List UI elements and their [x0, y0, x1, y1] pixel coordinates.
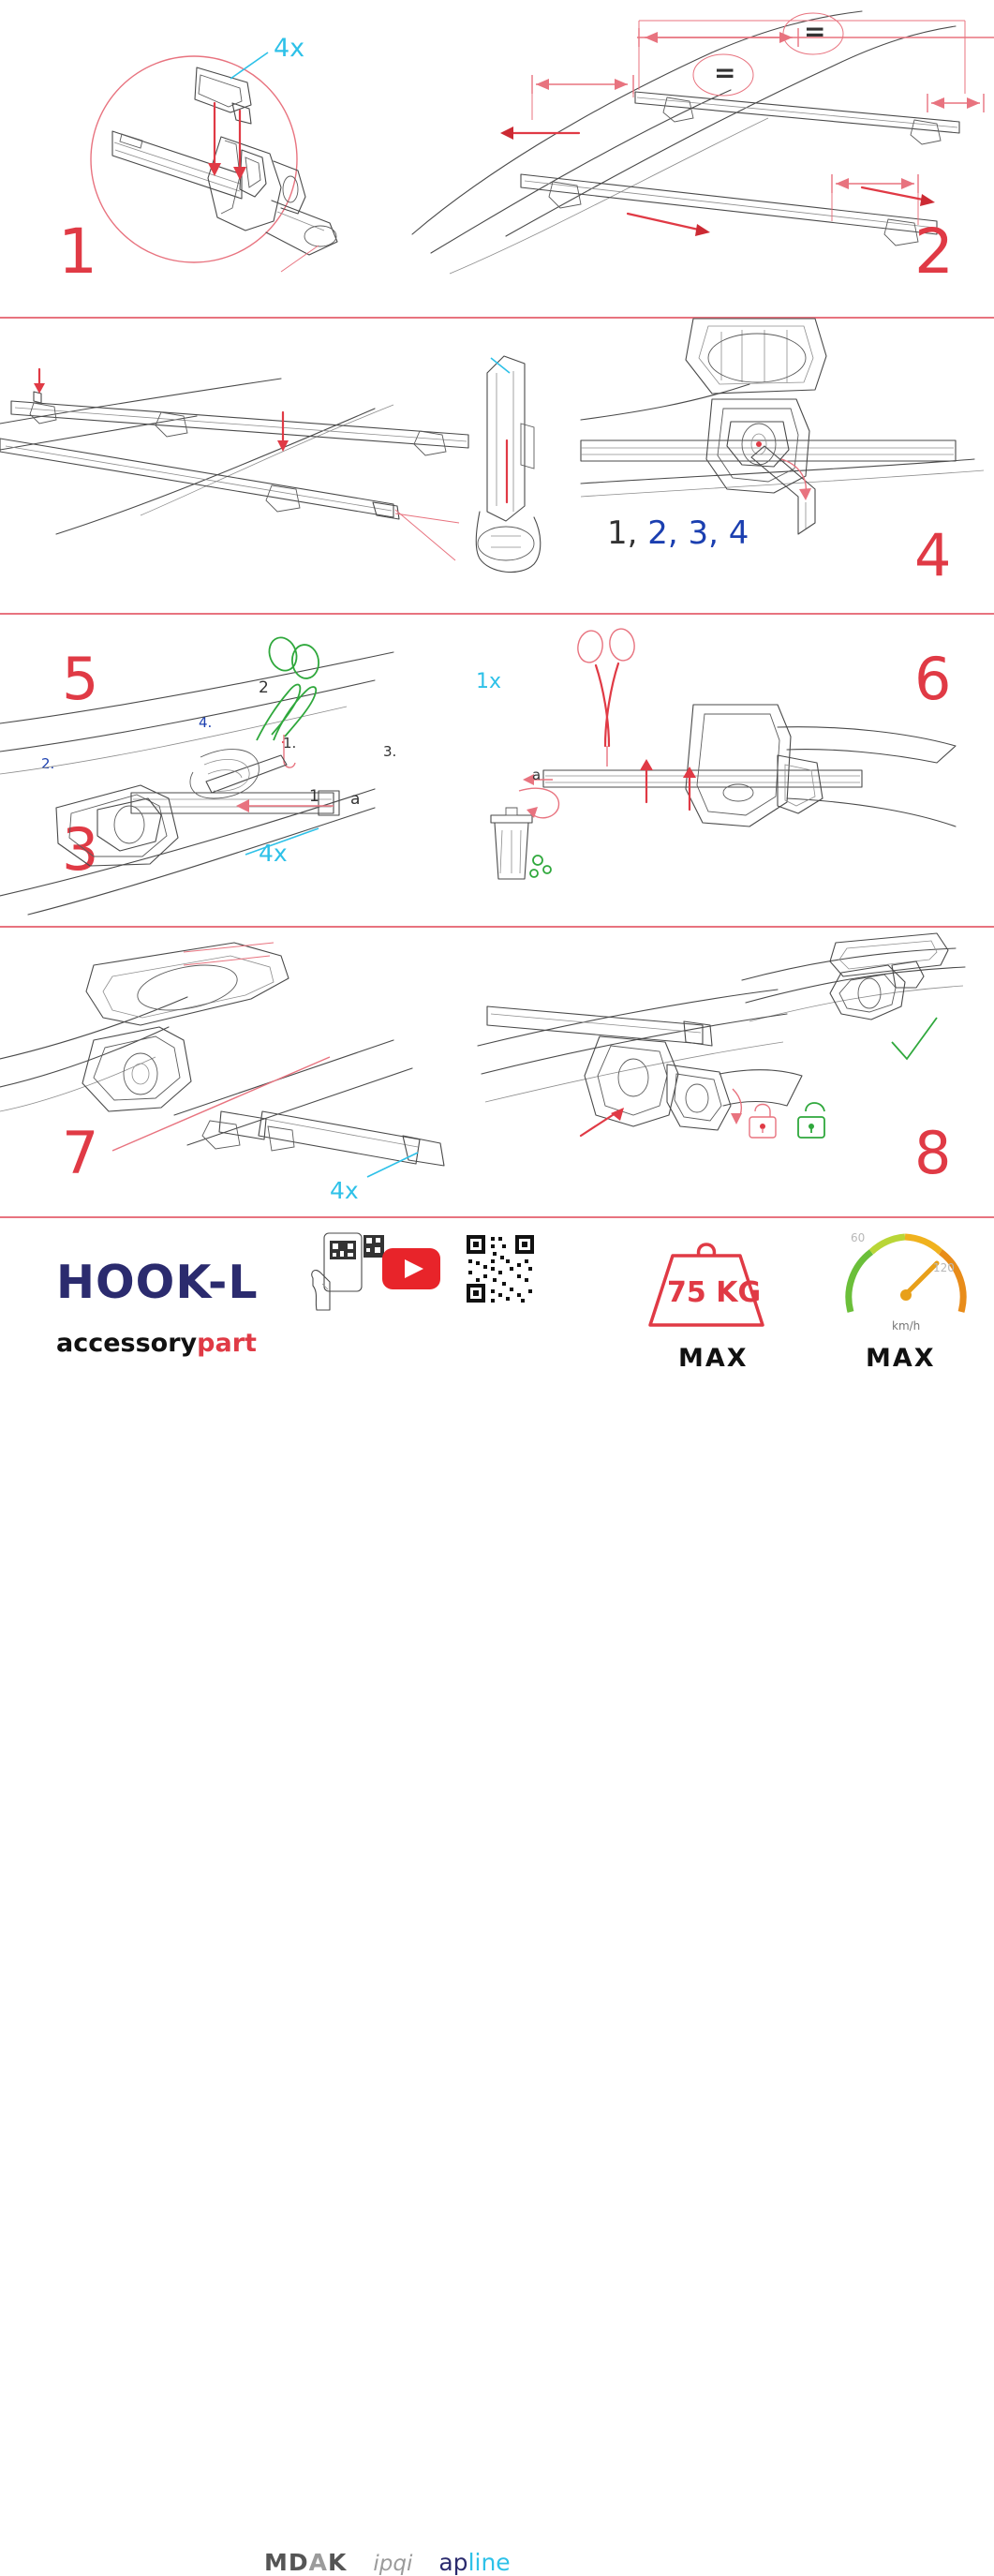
step-number-2: 2 [914, 216, 954, 288]
step-6-panel [468, 615, 994, 924]
step-8-panel [468, 928, 994, 1216]
step-5-panel [0, 615, 468, 924]
sequence-item-4: 4 [728, 514, 749, 552]
sequence-item-2: 2, [647, 514, 678, 552]
step-2-equal-sign-2: = [714, 57, 736, 88]
speed-tick-60: 60 [851, 1231, 866, 1244]
step-3-illustration [0, 319, 581, 613]
speed-tick-120: 120 [933, 1261, 955, 1274]
speed-unit: km/h [892, 1319, 921, 1333]
step-number-1: 1 [58, 216, 97, 288]
step-1-callout-4x: 4x [274, 34, 305, 63]
weight-value: 75 KG [667, 1276, 762, 1309]
step-3-label-3: 3. [383, 743, 397, 760]
speed-max-label: MAX [866, 1344, 936, 1373]
step-2-illustration [393, 0, 994, 317]
youtube-icon[interactable] [382, 1248, 440, 1291]
step-number-4: 4 [914, 521, 952, 589]
step-3-label-4: 4. [199, 714, 213, 731]
step-number-5: 5 [62, 645, 99, 713]
partner-apline: apline [438, 2549, 511, 2576]
step-number-3: 3 [62, 815, 99, 884]
step-3-label-2: 2. [41, 755, 55, 772]
partner-logos [264, 2549, 511, 2576]
step-3-label-1: 1. [283, 735, 297, 752]
brand-part: part [197, 1329, 257, 1358]
step-3-callout-1x: 1x [476, 670, 502, 693]
step-number-6: 6 [914, 645, 952, 713]
sequence-item-3: 3, [688, 514, 719, 552]
footer [0, 1218, 994, 2576]
step-2-equal-sign-1: = [804, 16, 826, 47]
phone-qr-scan-icon [302, 1231, 386, 1316]
step-5-label-a: a [350, 790, 361, 809]
qr-code-icon [465, 1233, 536, 1304]
sequence-item-1: 1, [607, 514, 638, 552]
step-number-8: 8 [914, 1119, 952, 1187]
product-title: HOOK-L [56, 1256, 259, 1309]
weight-max-label: MAX [678, 1344, 749, 1373]
step-2-panel [393, 0, 994, 317]
step-5-label-1: 1 [309, 787, 319, 806]
brand-accessory: accessory [56, 1329, 198, 1358]
step-6-label-a: a [532, 767, 542, 783]
step-4-panel [581, 319, 994, 613]
step-4-sequence [607, 514, 749, 552]
step-5-callout-4x: 4x [259, 840, 288, 867]
step-number-7: 7 [62, 1119, 99, 1187]
partner-ipqi: ipqi [373, 2552, 413, 2576]
step-1-panel [0, 0, 393, 317]
brand-line [56, 1329, 257, 1358]
step-7-callout-4x: 4x [330, 1177, 359, 1204]
step-7-panel [0, 928, 468, 1216]
partner-mdak: MDAK [264, 2549, 348, 2576]
step-5-label-2: 2 [259, 678, 269, 697]
